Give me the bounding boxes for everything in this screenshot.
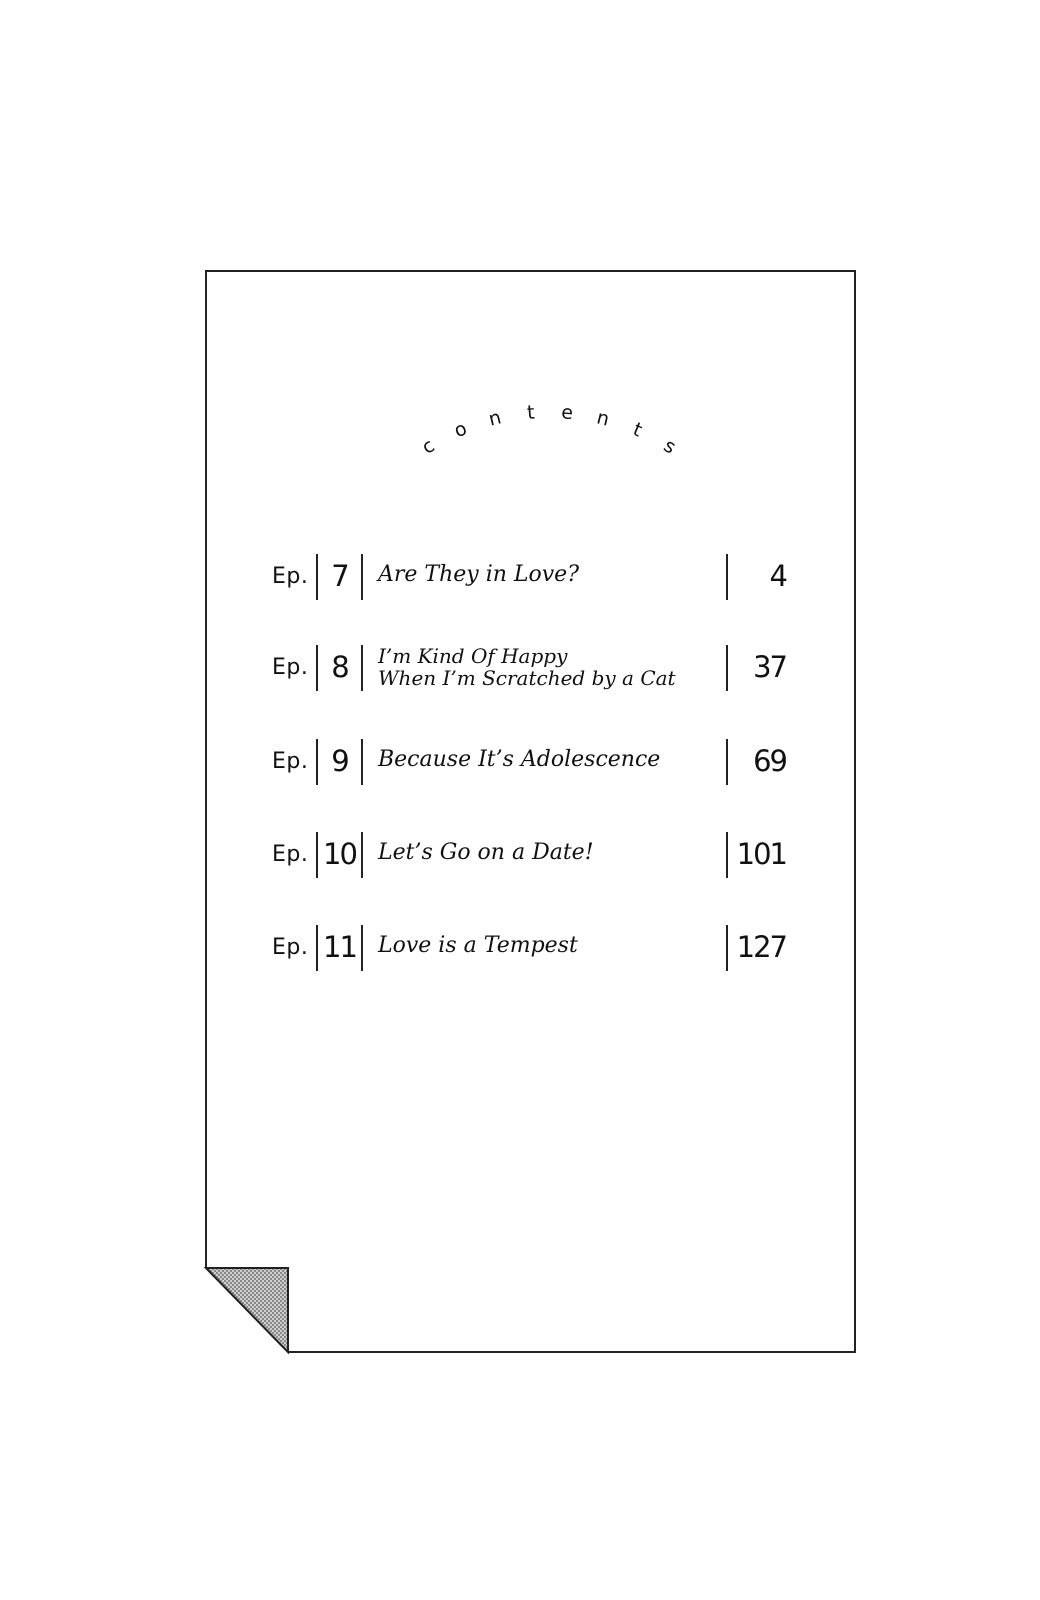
toc-entry-ep-10[interactable] [0, 832, 1040, 878]
divider [361, 739, 363, 785]
toc-entry-ep-7[interactable] [0, 554, 1040, 600]
episode-number: 9 [331, 744, 348, 778]
episode-label: Ep. [272, 842, 309, 867]
page-number: 101 [736, 837, 786, 871]
heading-letter: e [560, 401, 574, 425]
episode-title: Are They in Love? [378, 562, 579, 587]
heading-letter: t [629, 418, 646, 442]
page-number: 127 [736, 930, 786, 964]
heading-letter: o [450, 417, 471, 443]
page-number: 69 [753, 744, 786, 778]
episode-label: Ep. [272, 749, 309, 774]
episode-title: Because It’s Adolescence [378, 747, 661, 772]
folded-corner [206, 1268, 288, 1352]
toc-entry-ep-11[interactable] [0, 925, 1040, 971]
page-number: 37 [753, 650, 786, 684]
episode-title: Let’s Go on a Date! [378, 840, 594, 865]
episode-title: Love is a Tempest [378, 933, 578, 958]
heading-letter: c [417, 434, 439, 459]
toc-entry-ep-9[interactable] [0, 739, 1040, 785]
episode-number: 10 [323, 837, 356, 871]
episode-number: 11 [323, 930, 356, 964]
episode-title-line-2: When I’m Scratched by a Cat [378, 666, 676, 690]
heading-letter: n [594, 406, 612, 431]
episode-title [378, 645, 676, 689]
episode-label: Ep. [272, 935, 309, 960]
paper-sheet [206, 271, 855, 1352]
toc-entry-ep-8[interactable] [0, 645, 1040, 691]
divider [361, 832, 363, 878]
heading-letter: t [526, 401, 536, 424]
episode-number: 7 [331, 559, 348, 593]
divider [361, 645, 363, 691]
episode-label: Ep. [272, 655, 309, 680]
divider [361, 554, 363, 600]
page-number: 4 [769, 559, 786, 593]
divider [361, 925, 363, 971]
episode-number: 8 [331, 650, 348, 684]
heading-letter: n [486, 406, 504, 431]
episode-title-line-1: I’m Kind Of Happy [378, 644, 568, 668]
heading-letter: s [659, 434, 680, 459]
episode-label: Ep. [272, 564, 309, 589]
